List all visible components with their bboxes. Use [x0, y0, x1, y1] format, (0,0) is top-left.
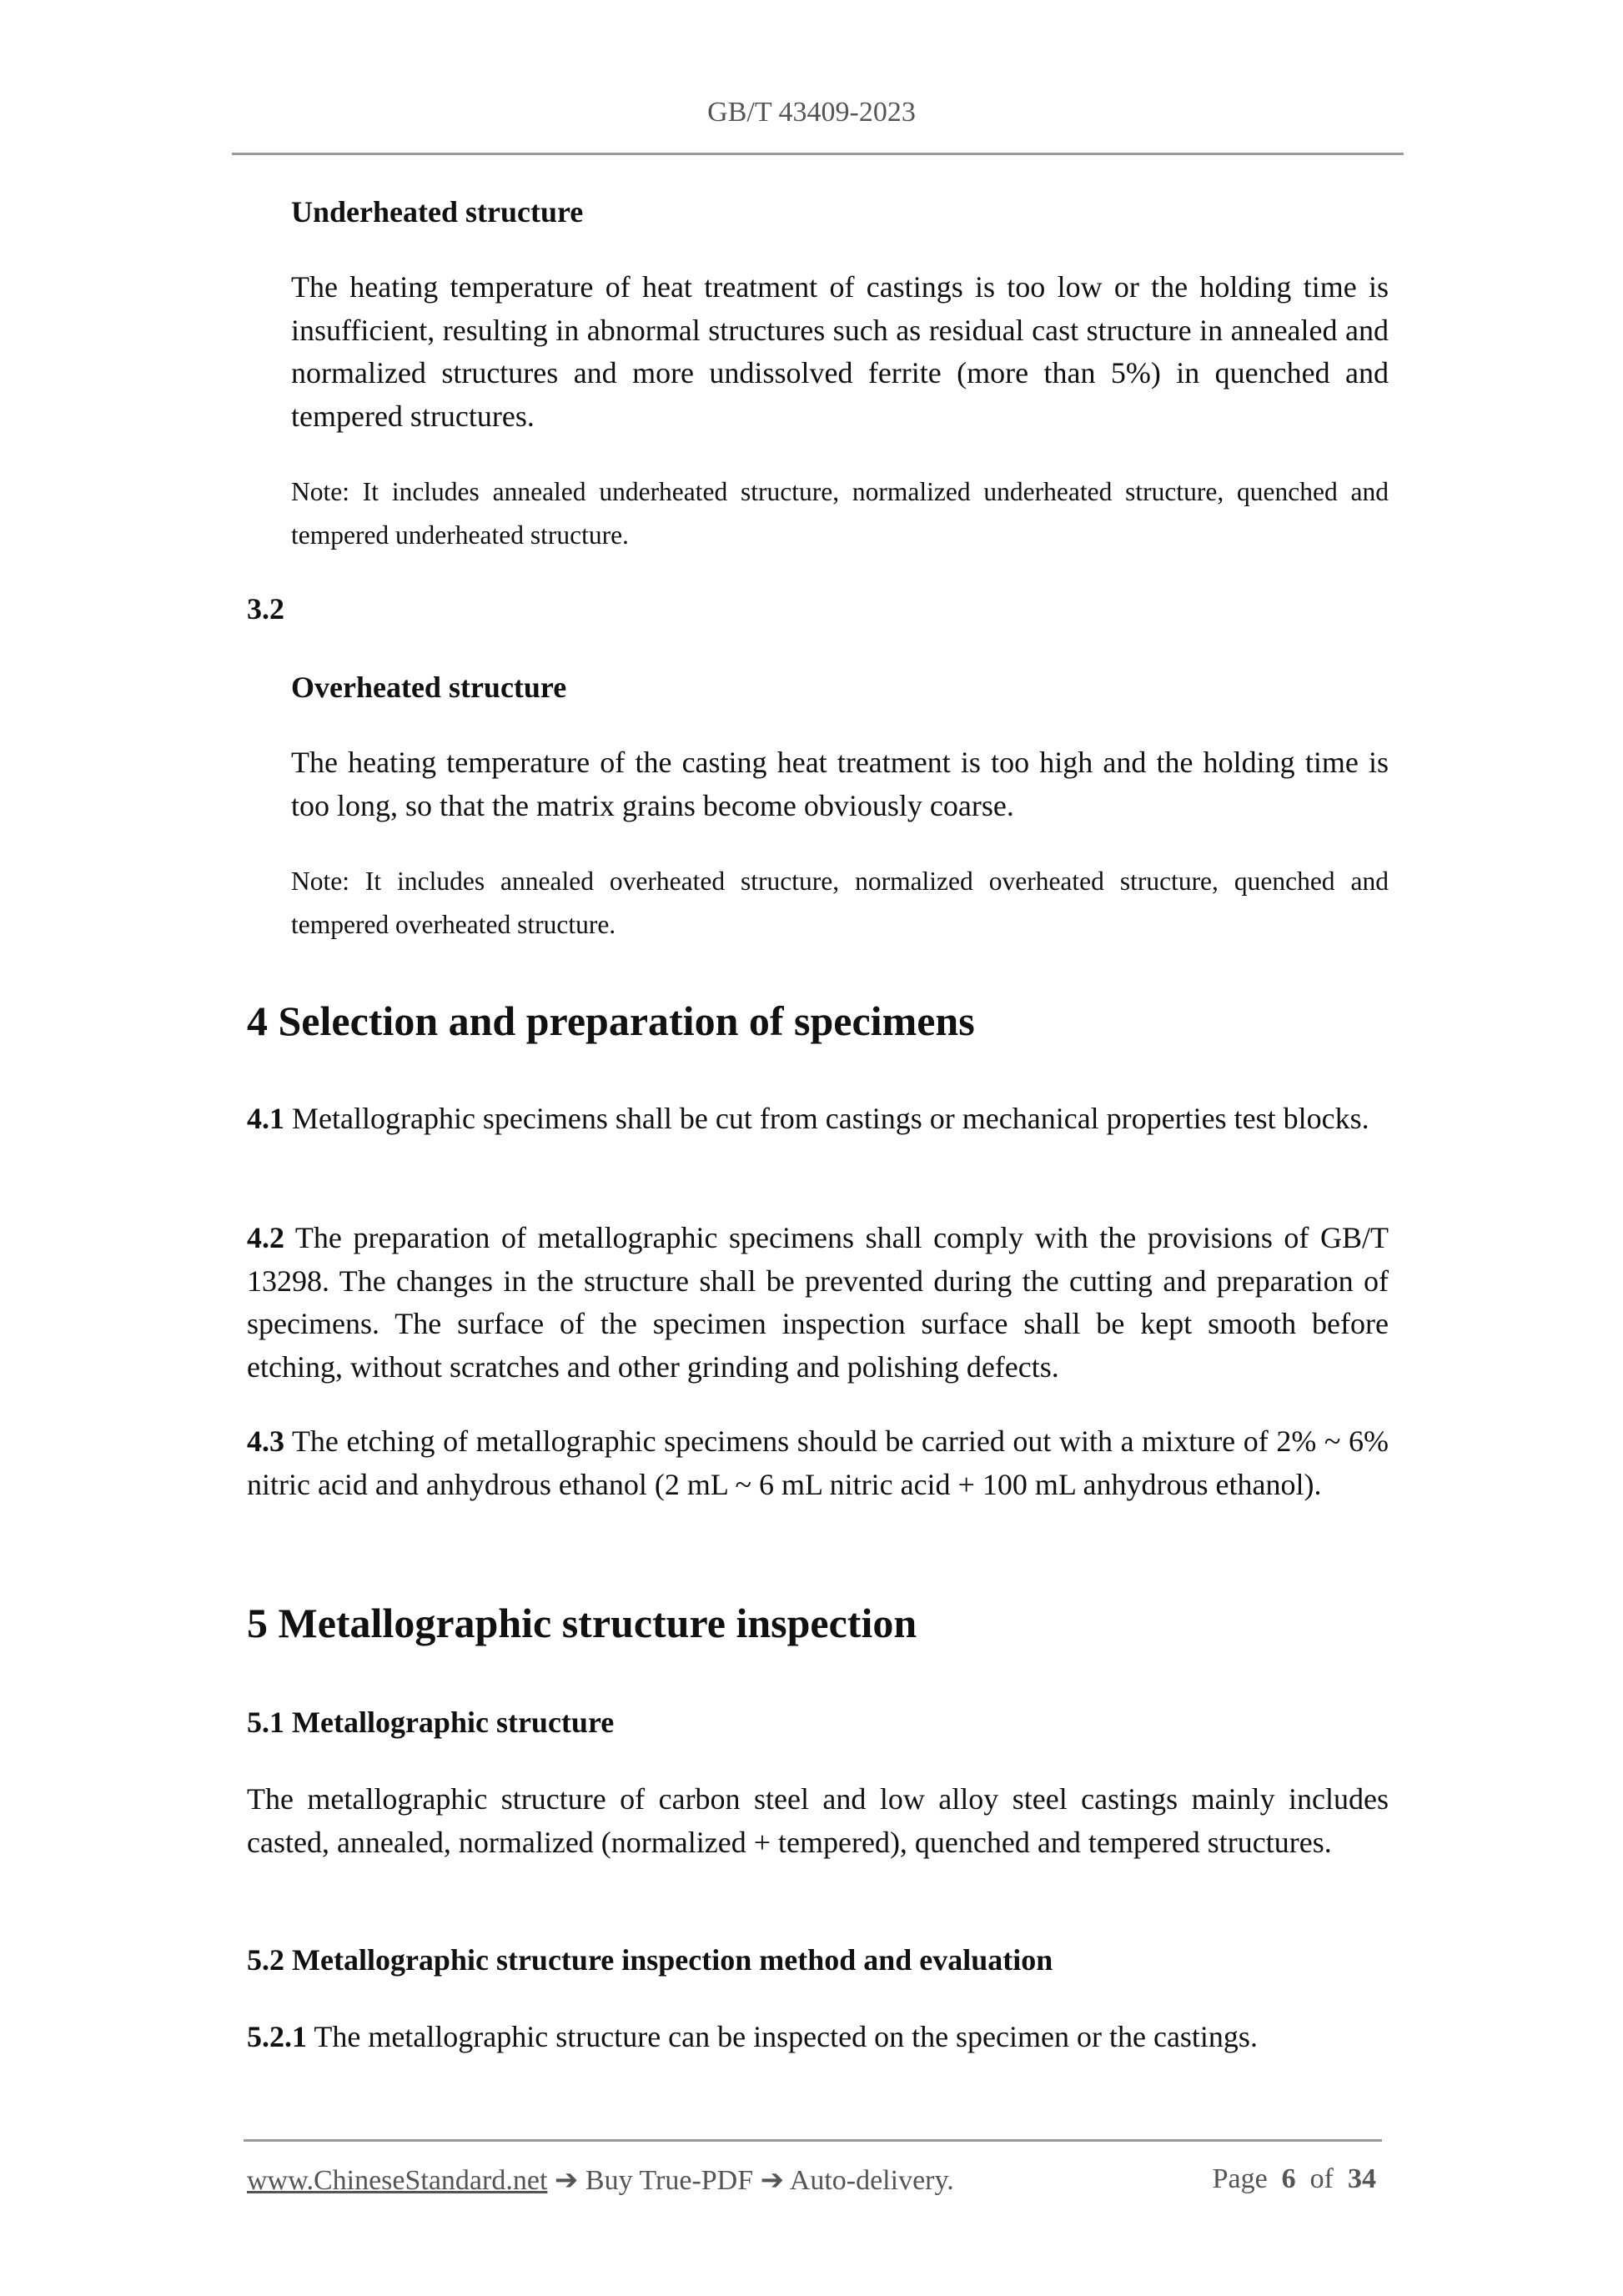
of-label: of	[1309, 2163, 1334, 2194]
footer-promo	[247, 2163, 954, 2197]
section-4-heading: 4 Selection and preparation of specimens	[247, 997, 975, 1044]
page-indicator	[1213, 2163, 1376, 2195]
clause-4-1	[247, 1098, 1389, 1141]
note-overheated: Note: It includes annealed overheated structure, normalized overheated structure, quenched and tempered overheated structure.	[291, 867, 1389, 939]
clause-text: The metallographic structure can be inspected on the specimen or the castings.	[307, 2020, 1258, 2053]
clause-text: Metallographic specimens shall be cut from castings or mechanical properties test blocks.	[284, 1102, 1369, 1135]
clause-number: 4.3	[247, 1424, 284, 1458]
subsection-5-1-heading: 5.1 Metallographic structure	[247, 1706, 615, 1739]
paragraph-5-1: The metallographic structure of carbon steel and low alloy steel castings mainly includes casted, annealed, normalized (normalized + tempered), quenched and tempered structures.	[247, 1782, 1389, 1859]
buy-text: Buy True-PDF	[578, 2165, 761, 2196]
total-pages: 34	[1348, 2163, 1376, 2194]
clause-number: 5.2.1	[247, 2020, 307, 2053]
clause-4-2	[247, 1217, 1389, 1389]
subsection-5-2-heading: 5.2 Metallographic structure inspection method and evaluation	[247, 1943, 1053, 1977]
section-5-heading: 5 Metallographic structure inspection	[247, 1600, 917, 1646]
clause-text: The etching of metallographic specimens should be carried out with a mixture of 2% ~ 6% nitric acid and anhydrous ethanol (2 mL ~ 6 mL nitric acid + 100 mL anhydrous ethanol).	[247, 1424, 1389, 1501]
clause-4-3	[247, 1420, 1389, 1506]
clause-number: 4.2	[247, 1221, 284, 1254]
note-underheated: Note: It includes annealed underheated structure, normalized underheated structure, quenched and tempered underheated structure.	[291, 477, 1389, 550]
clause-number: 4.1	[247, 1102, 284, 1135]
term-underheated: Underheated structure	[291, 195, 584, 229]
header-divider	[232, 153, 1404, 155]
term-overheated: Overheated structure	[291, 671, 567, 704]
footer-divider	[244, 2139, 1382, 2142]
arrow-right-icon: ➔	[760, 2165, 785, 2196]
document-id-header: GB/T 43409-2023	[707, 97, 916, 128]
arrow-right-icon: ➔	[554, 2165, 579, 2196]
clause-text: The preparation of metallographic specimens shall comply with the provisions of GB/T 13298. The changes in the structure shall be prevented during the cutting and preparation of specimens. The surface of the specimen inspection surface shall be kept smooth before etching, without scratches and other grinding and polishing defects.	[247, 1221, 1389, 1384]
current-page: 6	[1281, 2163, 1296, 2194]
page-label: Page	[1212, 2163, 1268, 2194]
delivery-text: Auto-delivery.	[784, 2165, 954, 2196]
clause-number-3-2: 3.2	[247, 592, 284, 625]
definition-underheated: The heating temperature of heat treatment of castings is too low or the holding time is insufficient, resulting in abnormal structures such as residual cast structure in annealed and normalized structures and more undissolved ferrite (more than 5%) in quenched and tempered structures.	[291, 270, 1389, 433]
definition-overheated: The heating temperature of the casting heat treatment is too high and the holding time is too long, so that the matrix grains become obviously coarse.	[291, 746, 1389, 822]
website-link[interactable]: www.ChineseStandard.net	[247, 2165, 548, 2196]
clause-5-2-1	[247, 2016, 1389, 2059]
